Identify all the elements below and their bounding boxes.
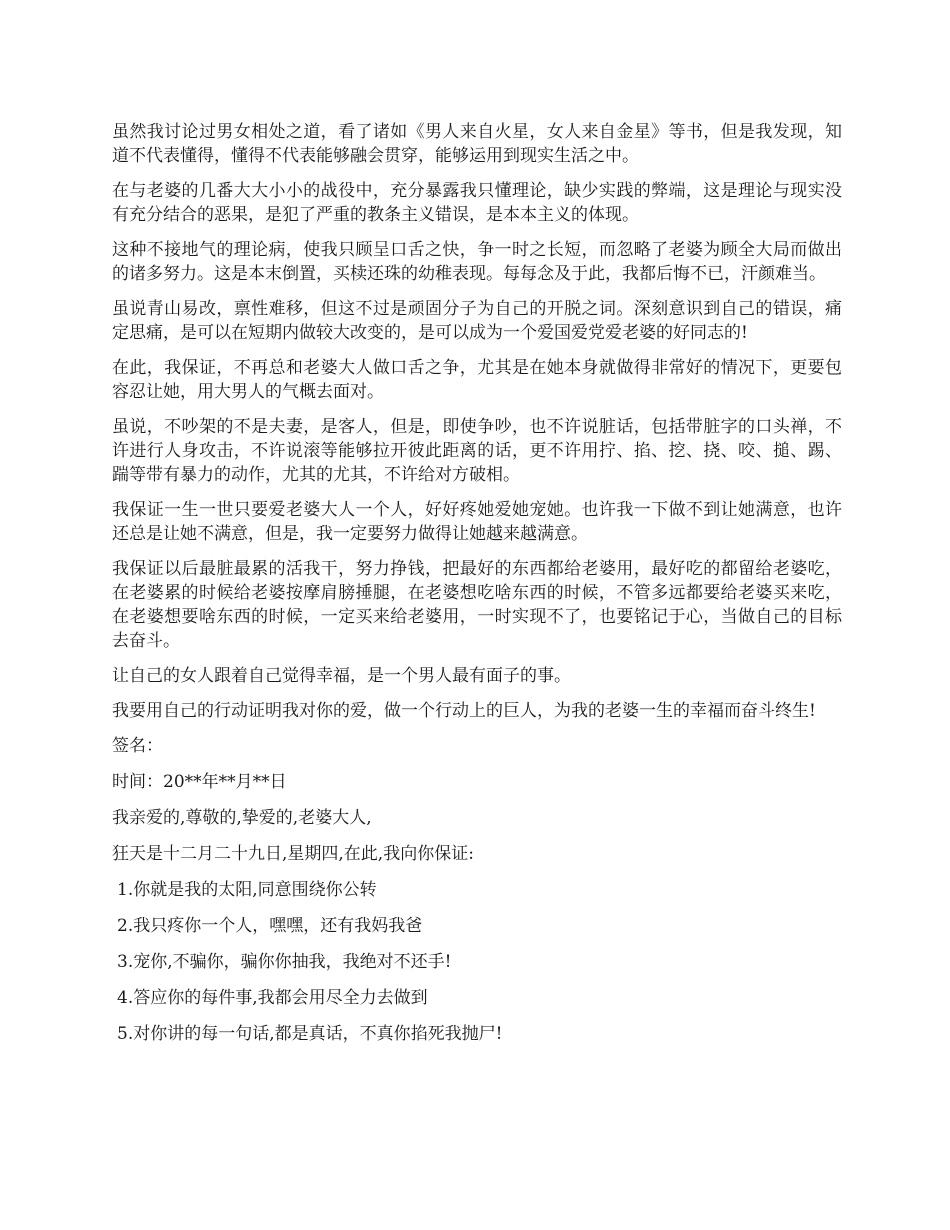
list-item (117, 914, 842, 938)
list-number: 5. (117, 1024, 134, 1044)
paragraph-8: 我保证以后最脏最累的活我干，努力挣钱，把最好的东西都给老婆用，最好吃的都留给老婆吃，在老婆累的时候给老婆按摩肩膀捶腿，在老婆想吃啥东西的时候，不管多远都要给老婆买来吃，在老婆想要啥东西的时候，一定买来给老婆用，一时实现不了，也要铭记于心，当做自己的目标去奋斗。 (112, 559, 842, 651)
list-number: 1. (117, 880, 134, 900)
paragraph-6: 虽说，不吵架的不是夫妻，是客人，但是，即使争吵，也不许说脏话，包括带脏字的口头禅，不许进行人身攻击，不许说滚等能够拉开彼此距离的话，更不许用拧、掐、挖、挠、咬、搥、踢、踹等带有暴力的动作，尤其的尤其，不许给对方破相。 (112, 417, 842, 485)
list-text: 对你讲的每一句话,都是真话，不真你掐死我抛尸! (133, 1024, 503, 1044)
paragraph-4: 虽说青山易改，禀性难移，但这不过是顽固分子为自己的开脱之词。深刻意识到自己的错误，痛定思痛，是可以在短期内做较大改变的，是可以成为一个爱国爱党爱老婆的好同志的! (112, 299, 842, 343)
list-text: 我只疼你一个人，嘿嘿，还有我妈我爸 (133, 916, 423, 936)
paragraph-2: 在与老婆的几番大大小小的战役中，充分暴露我只懂理论，缺少实践的弊端，这是理论与现实没有充分结合的恶果，是犯了严重的教条主义错误，是本本主义的体现。 (112, 181, 842, 225)
paragraph-5: 在此，我保证，不再总和老婆大人做口舌之争，尤其是在她本身就做得非常好的情况下，更要包容忍让她，用大男人的气概去面对。 (112, 358, 842, 402)
paragraph-9: 让自己的女人跟着自己觉得幸福，是一个男人最有面子的事。 (112, 666, 571, 686)
paragraph-10: 我要用自己的行动证明我对你的爱，做一个行动上的巨人，为我的老婆一生的幸福而奋斗终生! (112, 701, 816, 721)
list-text: 你就是我的太阳,同意围绕你公转 (133, 880, 377, 900)
list-number: 3. (117, 952, 134, 972)
paragraph-1: 虽然我讨论过男女相处之道，看了诸如《男人来自火星，女人来自金星》等书，但是我发现，知道不代表懂得，懂得不代表能够融会贯穿，能够运用到现实生活之中。 (112, 122, 842, 166)
list-item (117, 986, 842, 1010)
list-text: 答应你的每件事,我都会用尽全力去做到 (133, 988, 428, 1008)
signature-label: 签名： (112, 736, 163, 756)
list-text: 宠你,不骗你，骗你你抽我，我绝对不还手! (133, 952, 452, 972)
list-item (117, 878, 842, 902)
paragraph-7: 我保证一生一世只要爱老婆大人一个人，好好疼她爱她宠她。也许我一下做不到让她满意，也许还总是让她不满意，但是，我一定要努力做得让她越来越满意。 (112, 500, 842, 544)
promise-list (112, 878, 842, 1046)
intro-line: 狂天是十二月二十九日,星期四,在此,我向你保证: (112, 844, 474, 864)
document-page (112, 120, 842, 1058)
salutation: 我亲爱的,尊敬的,挚爱的,老婆大人, (112, 808, 372, 828)
time-line: 时间：20**年**月**日 (112, 772, 287, 792)
paragraph-3: 这种不接地气的理论病，使我只顾呈口舌之快，争一时之长短，而忽略了老婆为顾全大局而做出的诸多努力。这是本末倒置，买椟还珠的幼稚表现。每每念及于此，我都后悔不已，汗颜难当。 (112, 240, 842, 284)
list-item (117, 1022, 842, 1046)
list-number: 4. (117, 988, 134, 1008)
list-number: 2. (117, 916, 134, 936)
list-item (117, 950, 842, 974)
